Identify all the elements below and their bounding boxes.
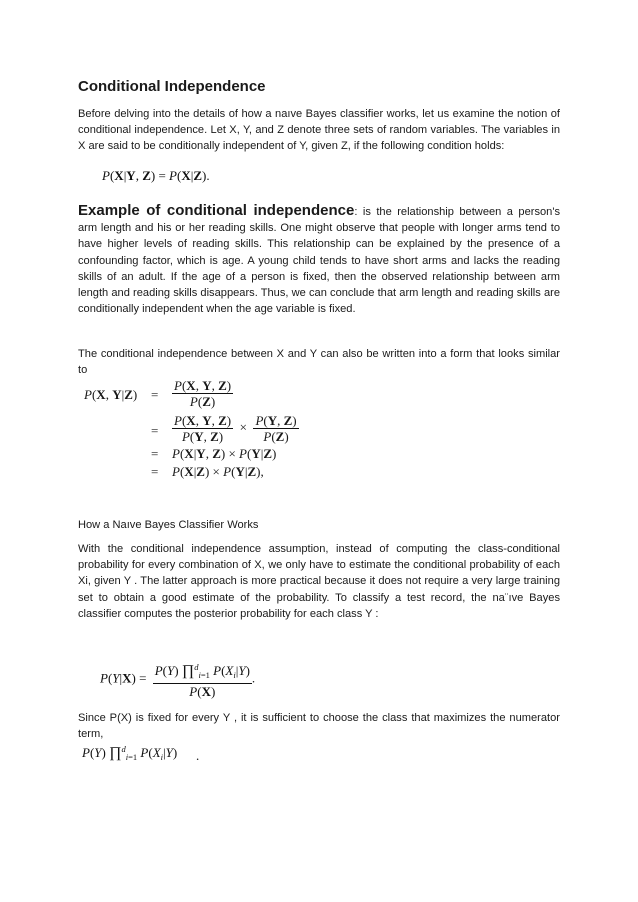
section-title: Conditional Independence xyxy=(78,78,266,95)
derivation-step-3: P(X|Y, Z) × P(Y|Z) xyxy=(172,446,277,461)
equation-posterior: P(Y|X) = $\frac{P(Y) \prod^d_{i=1} P(X_i|Y)}{P(X)}$ . xyxy=(100,662,256,699)
derivation-eq-1: = xyxy=(151,387,159,402)
derivation-lhs: P(X, Y|Z) xyxy=(84,387,138,402)
intro-paragraph: Before delving into the details of how a naıve Bayes classifier works, let us examine the notion of conditional independence. Let X, Y, and Z denote three sets of random variables. The variables in X are said to be conditionally independent of Y, given Z, if the following condition holds: xyxy=(78,108,560,153)
derivation-step-1: $\frac{P(X, Y, Z)}{P(Z)}$ xyxy=(174,378,232,409)
equation-conditional-independence: P(X|Y, Z) = P(X|Z). xyxy=(102,168,210,183)
example-heading: Example of conditional independence xyxy=(78,202,355,219)
example-text: : is the relationship between a person's arm length and his or her reading skills. One might observe that people with longer arms tend to have higher levels of reading skills. This relationship can be explained by the presence of a confounding factor, which is age. A young child tends to have short arms and lacks the reading skills of an adult. If the age of a person is fixed, then the observed relationship between arm length and reading skills disappears. Thus, we can conclude that arm length and reading skills are conditionally independent when the age variable is fixed. xyxy=(78,206,560,316)
subsection-title: How a Naıve Bayes Classifier Works xyxy=(78,519,259,531)
derivation-eq-4: = xyxy=(151,464,159,479)
derivation-eq-3: = xyxy=(151,446,159,461)
derivation-step-2: $\frac{P(X, Y, Z)}{P(Y, Z)}$ × $\frac{P(Y, Z)}{P(Z)}$ xyxy=(174,413,297,444)
derivation-step-4: P(X|Z) × P(Y|Z), xyxy=(172,464,264,479)
derivation-eq-2: = xyxy=(151,423,159,438)
closing-paragraph: Since P(X) is fixed for every Y , it is sufficient to choose the class that maximizes the numerator term, xyxy=(78,712,560,741)
equation-numerator: P(Y) ∏$^d_{i=1}$ $P(X_i|Y)$ xyxy=(82,744,178,762)
equation-numerator-period: . xyxy=(196,748,200,763)
example-paragraph xyxy=(78,203,560,317)
subsection-paragraph: With the conditional independence assumption, instead of computing the class-conditional probability for every combination of X, we only have to estimate the conditional probability of each Xi, given Y . The latter approach is more practical because it does not require a very large training set to obtain a good estimate of the probability. To classify a test record, the na¨ıve Bayes classifier computes the posterior probability for each class Y : xyxy=(78,543,560,620)
rewrite-paragraph: The conditional independence between X and Y can also be written into a form that looks similar to xyxy=(78,348,560,377)
